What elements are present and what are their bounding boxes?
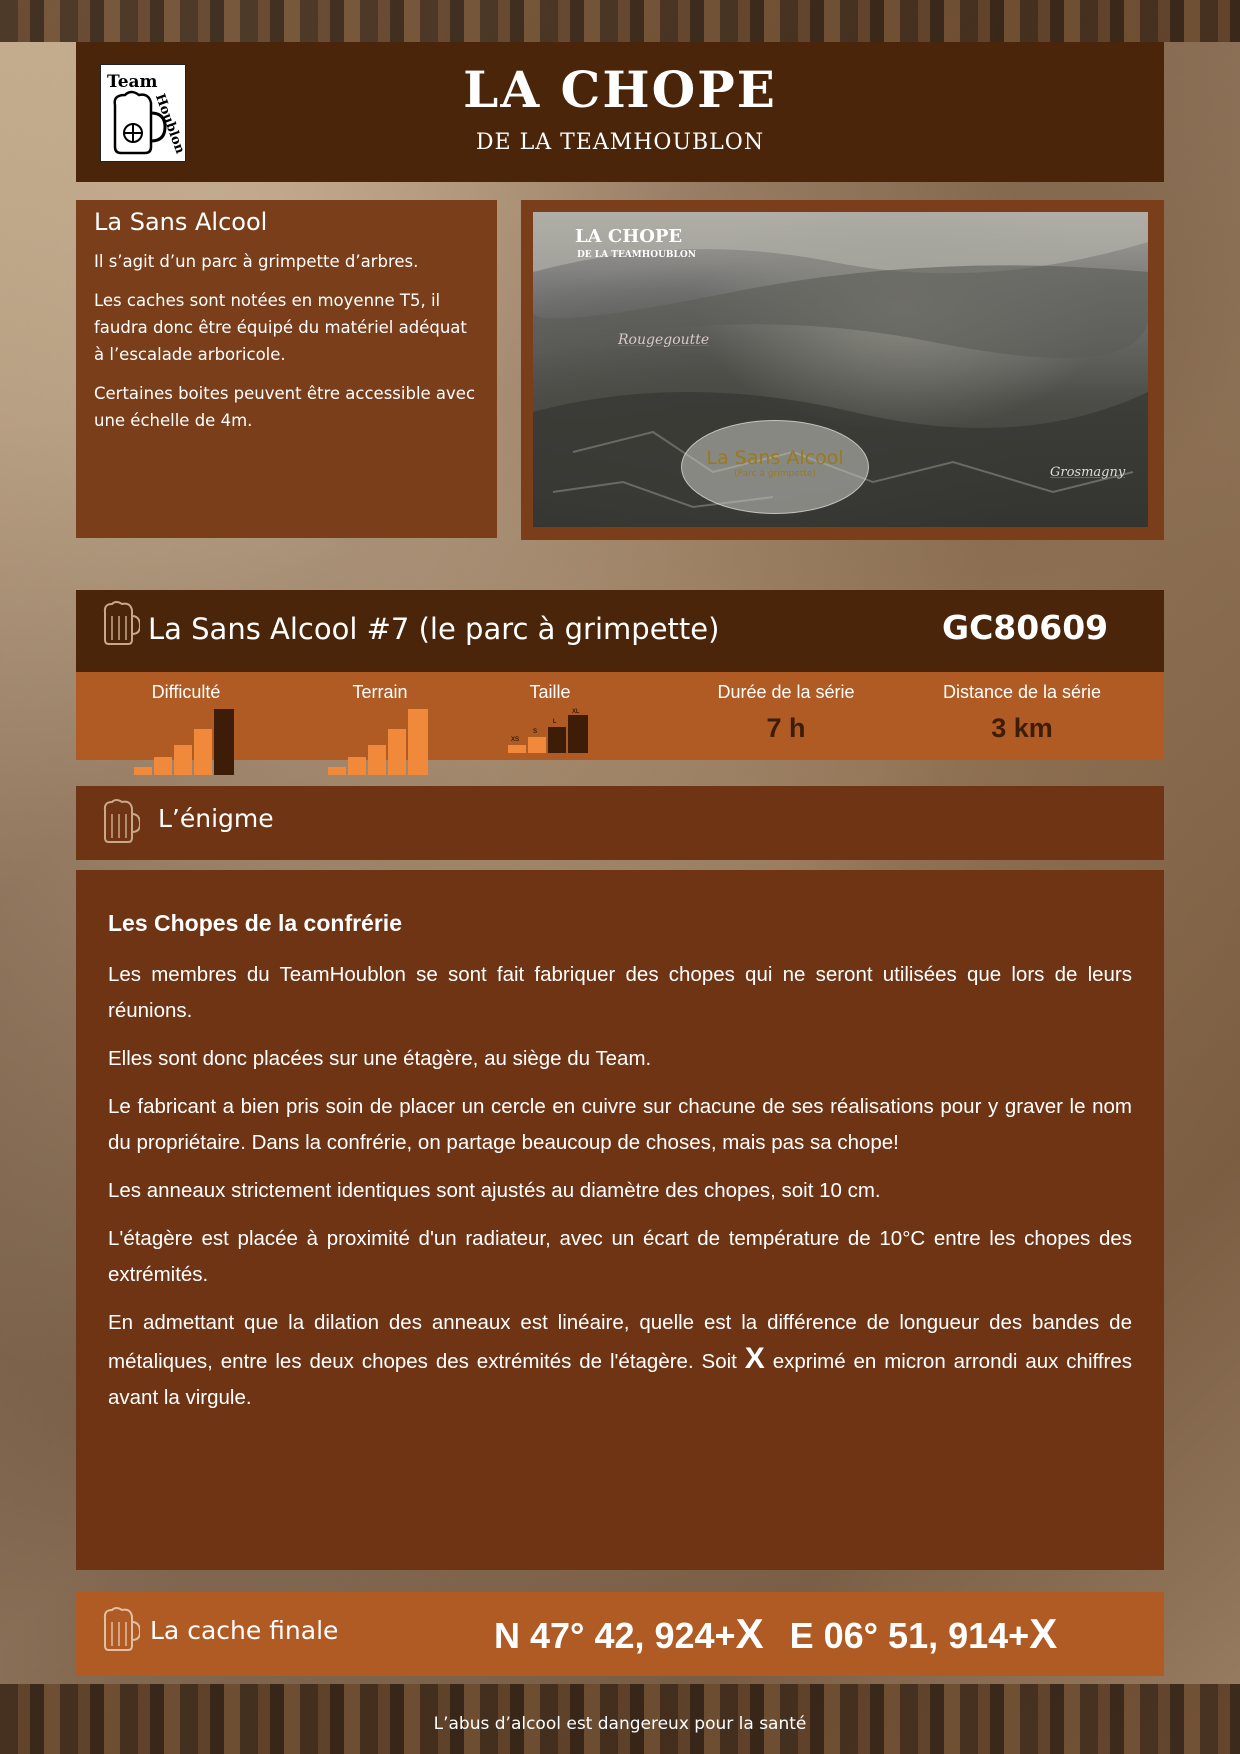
north-x: X	[735, 1610, 764, 1657]
svg-text:Team: Team	[107, 72, 158, 92]
size-option-xl: XL	[572, 709, 580, 715]
distance-stat	[912, 682, 1132, 744]
enigma-question	[108, 1305, 1132, 1416]
cache-title: La Sans Alcool #7 (le parc à grimpette)	[148, 612, 720, 646]
cache-stats-bar	[76, 672, 1164, 760]
size-rating-bars	[508, 707, 592, 753]
intro-paragraph: Il s’agit d’un parc à grimpette d’arbres.	[94, 252, 419, 271]
geocache-code: GC80609	[942, 608, 1109, 647]
enigma-paragraph: Les membres du TeamHoublon se sont fait fabriquer des chopes qui ne seront utilisées que lors de leurs réunions.	[108, 963, 1132, 1022]
photo-highlight-sublabel: (Parc à grimpette)	[734, 469, 816, 479]
final-coordinates	[494, 1610, 1057, 1658]
intro-paragraph: Les caches sont notées en moyenne T5, il faudra donc être équipé du matériel adéquat à l’escalade arboricole.	[94, 291, 467, 364]
beer-mug-icon	[100, 1604, 140, 1652]
photo-subtitle: DE LA TEAMHOUBLON	[577, 250, 696, 260]
duration-stat	[676, 682, 896, 744]
distance-value: 3 km	[991, 713, 1053, 743]
size-option-xs: XS	[511, 737, 520, 743]
east-coordinate: E 06° 51, 914+	[789, 1615, 1030, 1656]
enigma-paragraph: Le fabricant a bien pris soin de placer un cercle en cuivre sur chacune de ses réalisations pour y graver le nom du propriétaire. Dans la confrérie, on partage beaucoup de choses, mais pas sa chope!	[108, 1095, 1132, 1154]
photo-highlight-label: La Sans Alcool	[706, 447, 844, 469]
intro-heading: La Sans Alcool	[94, 208, 268, 236]
terrain-label: Terrain	[352, 682, 408, 702]
size-option-s: S	[533, 729, 538, 735]
enigma-heading: Les Chopes de la confrérie	[108, 910, 402, 936]
enigma-question-start: En admettant que la dilation des anneaux est linéaire, quelle est la différence de longueur des bandes de métaliques, entre les deux chopes des extrémités de l'étagère. Soit	[108, 1311, 1132, 1373]
terrain-rating-bars	[328, 707, 432, 775]
page-title: LA CHOPE	[463, 60, 777, 119]
page-header	[76, 42, 1164, 182]
aerial-photo	[533, 212, 1148, 527]
terrain-stat	[310, 682, 450, 775]
enigma-question-end: exprimé en micron arrondi aux chiffres avant la virgule.	[108, 1350, 1133, 1409]
top-border	[0, 0, 1240, 42]
duration-label: Durée de la série	[717, 682, 855, 702]
size-option-l: L	[553, 719, 557, 725]
svg-text:Houblon: Houblon	[151, 91, 185, 156]
final-cache-label: La cache finale	[150, 1616, 339, 1645]
difficulty-stat	[116, 682, 256, 775]
photo-highlight-marker	[681, 420, 869, 514]
size-stat	[480, 682, 620, 753]
health-warning: L’abus d’alcool est dangereux pour la santé	[433, 1714, 807, 1734]
intro-paragraph: Certaines boites peuvent être accessible avec une échelle de 4m.	[94, 384, 476, 430]
difficulty-rating-bars	[134, 707, 238, 775]
photo-place-grosmagny: Grosmagny	[1050, 465, 1126, 480]
enigma-header	[76, 786, 1164, 860]
beer-mug-icon	[100, 598, 140, 646]
difficulty-label: Difficulté	[151, 682, 221, 702]
enigma-unknown-x: X	[744, 1342, 765, 1375]
enigma-body	[76, 870, 1164, 1570]
intro-panel	[76, 200, 497, 538]
duration-value: 7 h	[766, 713, 806, 743]
north-coordinate: N 47° 42, 924+	[494, 1615, 736, 1656]
size-label: Taille	[529, 682, 571, 702]
cache-header	[76, 590, 1164, 672]
enigma-paragraph: L'étagère est placée à proximité d'un radiateur, avec un écart de température de 10°C entre les chopes des extrémités.	[108, 1227, 1132, 1286]
aerial-photo-frame	[521, 200, 1164, 540]
enigma-section-title: L’énigme	[158, 804, 274, 833]
photo-title: LA CHOPE	[575, 226, 683, 247]
enigma-paragraph: Les anneaux strictement identiques sont ajustés au diamètre des chopes, soit 10 cm.	[108, 1179, 881, 1202]
page-subtitle: DE LA TEAMHOUBLON	[475, 130, 765, 155]
enigma-paragraph: Elles sont donc placées sur une étagère, au siège du Team.	[108, 1047, 652, 1070]
beer-mug-icon	[100, 796, 140, 844]
final-cache-panel	[76, 1592, 1164, 1676]
east-x: X	[1029, 1610, 1058, 1657]
distance-label: Distance de la série	[942, 682, 1102, 702]
photo-place-rougegoutte: Rougegoutte	[618, 332, 710, 348]
